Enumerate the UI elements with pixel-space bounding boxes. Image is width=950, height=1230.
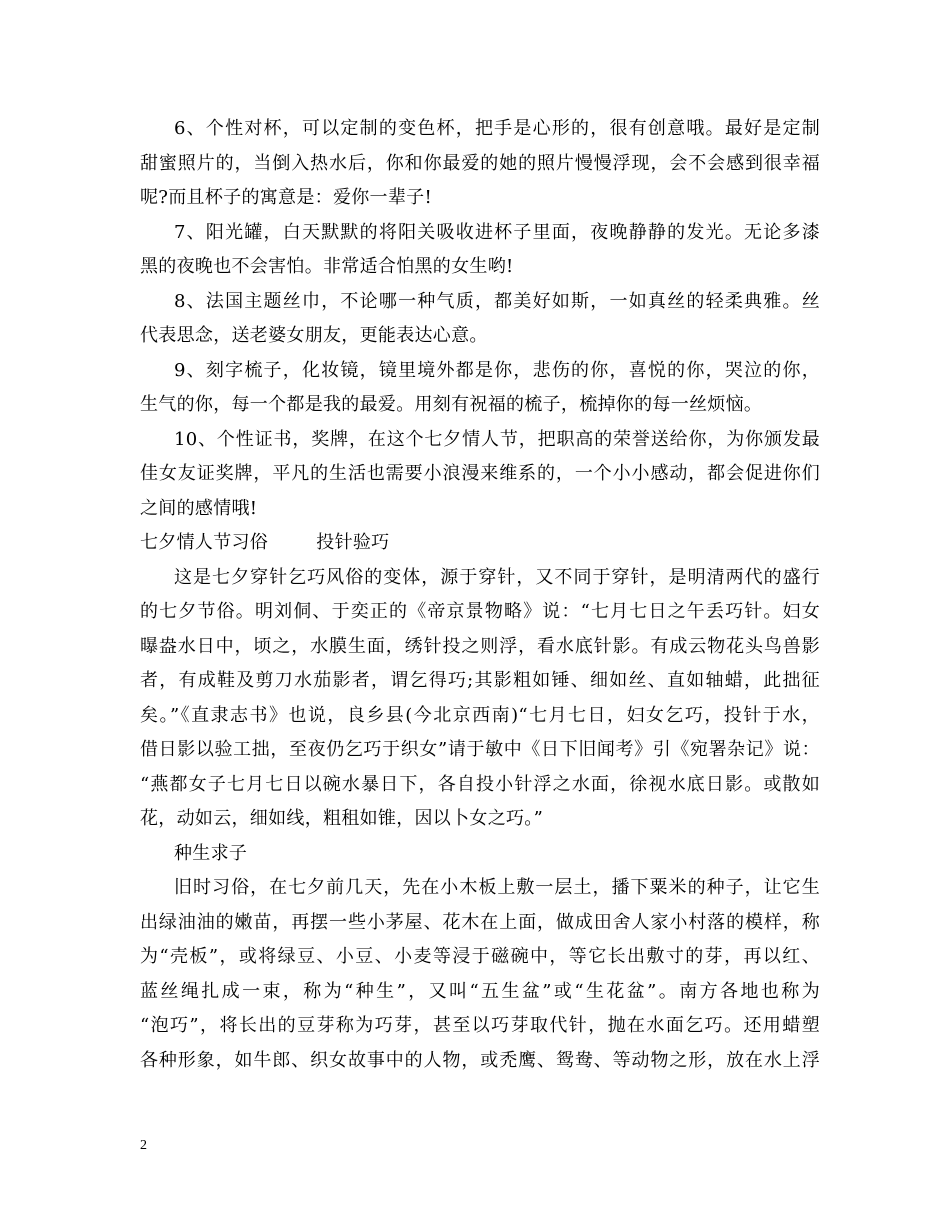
- text-line: 者，有成鞋及剪刀水茄影者，谓乞得巧;其影粗如锤、细如丝、直如轴蜡，此拙征: [140, 670, 820, 691]
- text-line: 花，动如云，细如线，粗租如锥，因以卜女之巧。”: [140, 808, 544, 829]
- text-line: 七夕情人节习俗 投针验巧: [140, 532, 390, 553]
- text-line: 各种形象，如牛郎、织女故事中的人物，或禿鹰、鸳鸯、等动物之形，放在水上浮: [140, 1049, 820, 1071]
- text-line: 之间的感情哦!: [140, 497, 258, 519]
- text-line: 9、刻字梳子，化妆镜，镜里境外都是你，悲伤的你，喜悦的你，哭泣的你，: [174, 359, 820, 381]
- text-line: 10、个性证书，奖牌，在这个七夕情人节，把职高的荣誉送给你，为你颁发最: [174, 428, 820, 450]
- text-line: 代表思念，送老婆女朋友，更能表达心意。: [140, 325, 488, 346]
- text-line: 旧时习俗，在七夕前几天，先在小木板上敷一层土，播下粟米的种子，让它生: [174, 877, 820, 898]
- text-line: 8、法国主题丝巾，不论哪一种气质，都美好如斯，一如真丝的轻柔典雅。丝: [174, 290, 820, 312]
- text-line: 曝盎水日中，顷之，水膜生面，绣针投之则浮，看水底针影。有成云物花头鸟兽影: [140, 635, 820, 657]
- text-line: 为“壳板”，或将绿豆、小豆、小麦等浸于磁碗中，等它长出敷寸的芽，再以红、: [140, 946, 820, 967]
- text-line: 6、个性对杯，可以定制的变色杯，把手是心形的，很有创意哦。最好是定制: [174, 118, 820, 139]
- text-line: 佳女友证奖牌，平凡的生活也需要小浪漫来维系的，一个小小感动，都会促进你们: [140, 463, 820, 484]
- text-line: 蓝丝绳扎成一束，称为“种生”，又叫“五生盆”或“生花盆”。南方各地也称为: [140, 980, 820, 1002]
- text-line: 7、阳光罐，白天默默的将阳关吸收进杯子里面，夜晚静静的发光。无论多漆: [174, 221, 820, 243]
- text-line: 黑的夜晚也不会害怕。非常适合怕黑的女生哟!: [140, 256, 514, 277]
- text-line: 矣。”《直隶志书》也说，良乡县(今北京西南)“七月七日，妇女乞巧，投针于水，: [140, 704, 820, 726]
- text-line: 借日影以验工拙，至夜仍乞巧于织女”请于敏中《日下旧闻考》引《宛署杂记》说：: [140, 739, 820, 760]
- text-line: 种生求子: [174, 842, 248, 864]
- text-line: 呢?而且杯子的寓意是：爱你一辈子!: [140, 187, 432, 208]
- text-line: 这是七夕穿针乞巧风俗的变体，源于穿针，又不同于穿针，是明清两代的盛行: [174, 566, 820, 588]
- document-body: [140, 112, 820, 1078]
- text-line: 甜蜜照片的，当倒入热水后，你和你最爱的她的照片慢慢浮现，会不会感到很幸福: [140, 152, 820, 174]
- page-number: 2: [140, 1138, 147, 1153]
- text-line: 生气的你，每一个都是我的最爱。用刻有祝福的梳子，梳掉你的每一丝烦恼。: [140, 394, 763, 415]
- text-line: “泡巧”，将长出的豆芽称为巧芽，甚至以巧芽取代针，抛在水面乞巧。还用蜡塑: [140, 1015, 820, 1036]
- text-line: “燕都女子七月七日以碗水暴日下，各自投小针浮之水面，徐视水底日影。或散如: [140, 773, 820, 795]
- text-line: 出绿油油的嫩苗，再摆一些小茅屋、花木在上面，做成田舍人家小村落的模样，称: [140, 911, 820, 933]
- text-line: 的七夕节俗。明刘侗、于奕正的《帝京景物略》说：“七月七日之午丢巧针。妇女: [140, 601, 820, 622]
